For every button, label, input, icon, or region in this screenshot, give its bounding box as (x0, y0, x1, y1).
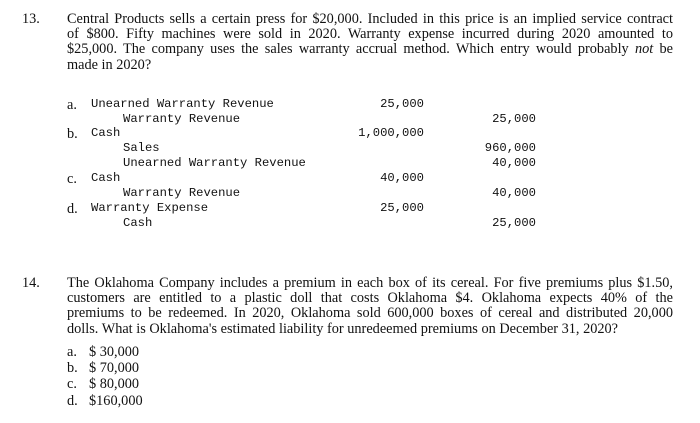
question-13-line-3-main: $25,000. The company uses the sales warranty accrual method. Which entry would probably (67, 41, 635, 58)
option-letter-13c: c. (67, 171, 77, 187)
option-letter-14c: c. (67, 376, 77, 392)
question-13-line-4: made in 2020? (67, 56, 152, 73)
question-13-emphasis: not (634, 41, 654, 58)
journal-account: Warranty Revenue (123, 112, 241, 126)
journal-account: Cash (123, 216, 153, 230)
journal-account: Cash (91, 126, 121, 140)
question-13-line-3 (67, 42, 673, 57)
option-letter-13a: a. (67, 97, 77, 113)
journal-debit: 40,000 (380, 171, 424, 185)
journal-account: Warranty Revenue (123, 186, 241, 200)
question-14-line-3: premiums to be redeemed. In 2020, Oklahoma sold 600,000 boxes of cereal and distributed 20,000 (67, 305, 673, 322)
question-13-line-3-suffix: be (653, 41, 674, 58)
question-13-text (67, 12, 673, 73)
question-14-text (67, 276, 673, 337)
question-14-line-4: dolls. What is Oklahoma's estimated liability for unredeemed premiums on December 31, 2020? (67, 320, 619, 337)
option-letter-13d: d. (67, 201, 78, 217)
option-value-14d: $160,000 (89, 393, 143, 409)
option-value-14b: $ 70,000 (89, 360, 140, 376)
option-letter-14d: d. (67, 393, 78, 409)
option-value-14a: $ 30,000 (89, 344, 140, 360)
journal-credit: 25,000 (492, 112, 536, 126)
question-14-line-1: The Oklahoma Company includes a premium in each box of its cereal. For five premiums plus $1.50, (67, 275, 673, 291)
journal-account: Unearned Warranty Revenue (91, 97, 274, 111)
journal-account: Warranty Expense (91, 201, 209, 215)
question-13-line-2: of $800. Fifty machines were sold in 2020. Warranty expense incurred during 2020 amounted to (67, 26, 673, 43)
journal-debit: 25,000 (380, 201, 424, 215)
journal-account: Sales (123, 141, 160, 155)
journal-credit: 960,000 (484, 141, 536, 155)
journal-account: Cash (91, 171, 121, 185)
option-value-14c: $ 80,000 (89, 376, 140, 392)
question-13-line-1: Central Products sells a certain press for $20,000. Included in this price is an implied service contract (67, 11, 673, 27)
question-14-line-2: customers are entitled to a plastic doll that costs Oklahoma $4. Oklahoma expects 40% of the (67, 290, 673, 307)
journal-account: Unearned Warranty Revenue (123, 156, 306, 170)
journal-credit: 40,000 (492, 186, 536, 200)
journal-credit: 25,000 (492, 216, 536, 230)
question-14-number: 14. (22, 275, 40, 291)
option-letter-14b: b. (67, 360, 78, 376)
option-letter-13b: b. (67, 126, 78, 142)
journal-credit: 40,000 (492, 156, 536, 170)
journal-debit: 1,000,000 (358, 126, 424, 140)
option-letter-14a: a. (67, 344, 77, 360)
question-13-number: 13. (22, 11, 40, 27)
journal-debit: 25,000 (380, 97, 424, 111)
